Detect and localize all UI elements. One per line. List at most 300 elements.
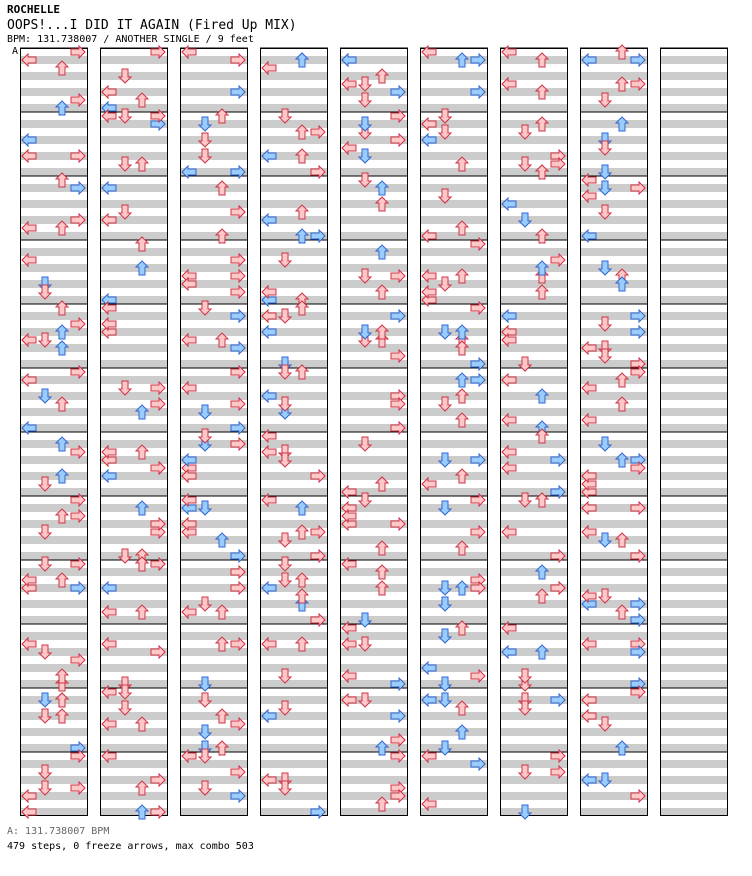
beat-row-shaded xyxy=(340,280,408,288)
beat-row-light xyxy=(100,544,168,552)
beat-row-shaded xyxy=(20,392,88,400)
beat-row-light xyxy=(180,96,248,104)
beat-row-shaded xyxy=(260,536,328,544)
beat-row-light xyxy=(340,368,408,376)
beat-row-shaded xyxy=(420,616,488,624)
beat-row-shaded xyxy=(180,136,248,144)
beat-row-light xyxy=(20,528,88,536)
beat-row-shaded xyxy=(260,504,328,512)
beat-row-light xyxy=(420,768,488,776)
beat-row-light xyxy=(180,192,248,200)
beat-row-light xyxy=(660,272,728,280)
beat-row-light xyxy=(100,288,168,296)
beat-row-light xyxy=(500,352,568,360)
beat-row-shaded xyxy=(580,104,648,112)
beat-row-light xyxy=(100,512,168,520)
beat-row-shaded xyxy=(100,600,168,608)
beat-row-shaded xyxy=(100,248,168,256)
beat-row-shaded xyxy=(20,264,88,272)
beat-row-shaded xyxy=(180,184,248,192)
beat-row-light xyxy=(660,432,728,440)
beat-row-light xyxy=(180,480,248,488)
beat-row-light xyxy=(20,704,88,712)
beat-row-shaded xyxy=(660,120,728,128)
beat-row-light xyxy=(420,432,488,440)
chart-column xyxy=(260,48,328,818)
beat-row-shaded xyxy=(420,408,488,416)
beat-row-shaded xyxy=(660,664,728,672)
beat-row-shaded xyxy=(660,488,728,496)
beat-row-shaded xyxy=(20,456,88,464)
beat-row-shaded xyxy=(420,536,488,544)
beat-row-shaded xyxy=(420,424,488,432)
beat-row-shaded xyxy=(20,776,88,784)
beat-row-shaded xyxy=(660,632,728,640)
beat-row-light xyxy=(260,240,328,248)
beat-row-light xyxy=(20,592,88,600)
beat-row-shaded xyxy=(500,136,568,144)
beat-row-light xyxy=(580,768,648,776)
beat-row-light xyxy=(580,320,648,328)
beat-row-shaded xyxy=(20,280,88,288)
beat-row-shaded xyxy=(580,296,648,304)
beat-row-shaded xyxy=(260,728,328,736)
beat-row-light xyxy=(260,784,328,792)
beat-row-light xyxy=(500,544,568,552)
beat-row-light xyxy=(580,112,648,120)
beat-row-shaded xyxy=(20,120,88,128)
beat-row-shaded xyxy=(660,728,728,736)
beat-row-shaded xyxy=(100,616,168,624)
beat-row-shaded xyxy=(100,376,168,384)
beat-row-light xyxy=(660,48,728,56)
beat-row-light xyxy=(180,688,248,696)
beat-row-shaded xyxy=(260,72,328,80)
beat-row-shaded xyxy=(20,696,88,704)
beat-row-shaded xyxy=(660,648,728,656)
beat-row-shaded xyxy=(500,56,568,64)
beat-row-light xyxy=(420,448,488,456)
beat-row-light xyxy=(340,96,408,104)
beat-row-light xyxy=(260,480,328,488)
beat-row-shaded xyxy=(660,72,728,80)
beat-row-light xyxy=(660,304,728,312)
beat-row-light xyxy=(20,288,88,296)
beat-row-shaded xyxy=(500,392,568,400)
beat-row-light xyxy=(500,368,568,376)
beat-row-light xyxy=(100,592,168,600)
beat-row-light xyxy=(100,80,168,88)
beat-row-shaded xyxy=(20,536,88,544)
beat-row-light xyxy=(20,64,88,72)
beat-row-shaded xyxy=(20,664,88,672)
beat-row-light xyxy=(580,752,648,760)
beat-row-shaded xyxy=(260,760,328,768)
beat-row-light xyxy=(180,112,248,120)
beat-row-light xyxy=(100,224,168,232)
beat-row-shaded xyxy=(340,616,408,624)
beat-row-shaded xyxy=(660,712,728,720)
beat-row-shaded xyxy=(340,600,408,608)
beat-row-light xyxy=(340,688,408,696)
beat-row-shaded xyxy=(340,760,408,768)
beat-row-shaded xyxy=(580,280,648,288)
beat-row-shaded xyxy=(180,104,248,112)
beat-row-shaded xyxy=(660,520,728,528)
beat-row-light xyxy=(180,416,248,424)
beat-row-shaded xyxy=(180,680,248,688)
beat-row-light xyxy=(180,592,248,600)
beat-row-shaded xyxy=(500,72,568,80)
beat-row-light xyxy=(660,496,728,504)
beat-row-shaded xyxy=(260,200,328,208)
beat-row-light xyxy=(420,512,488,520)
beat-row-shaded xyxy=(20,488,88,496)
beat-row-shaded xyxy=(500,632,568,640)
beat-row-light xyxy=(260,336,328,344)
beat-row-light xyxy=(20,432,88,440)
beat-row-light xyxy=(100,496,168,504)
beat-row-light xyxy=(340,384,408,392)
chart-column xyxy=(420,46,488,816)
beat-row-light xyxy=(260,224,328,232)
beat-row-shaded xyxy=(100,632,168,640)
beat-row-light xyxy=(500,128,568,136)
beat-row-light xyxy=(420,720,488,728)
beat-row-light xyxy=(580,560,648,568)
beat-row-shaded xyxy=(660,696,728,704)
beat-row-shaded xyxy=(340,648,408,656)
beat-row-light xyxy=(340,704,408,712)
beat-row-light xyxy=(180,352,248,360)
beat-row-light xyxy=(500,272,568,280)
beat-row-light xyxy=(260,560,328,568)
beat-row-light xyxy=(500,64,568,72)
beat-row-shaded xyxy=(420,504,488,512)
beat-row-light xyxy=(580,512,648,520)
beat-row-light xyxy=(100,272,168,280)
beat-row-light xyxy=(20,192,88,200)
beat-row-shaded xyxy=(340,584,408,592)
beat-row-shaded xyxy=(660,568,728,576)
beat-row-shaded xyxy=(260,248,328,256)
beat-row-light xyxy=(260,752,328,760)
beat-row-light xyxy=(20,624,88,632)
beat-row-shaded xyxy=(420,248,488,256)
beat-row-light xyxy=(500,720,568,728)
beat-row-light xyxy=(340,176,408,184)
beat-row-shaded xyxy=(420,744,488,752)
beat-row-shaded xyxy=(100,232,168,240)
beat-row-shaded xyxy=(420,200,488,208)
beat-row-shaded xyxy=(660,152,728,160)
beat-row-light xyxy=(500,640,568,648)
beat-row-shaded xyxy=(180,216,248,224)
beat-row-shaded xyxy=(20,104,88,112)
beat-row-shaded xyxy=(180,120,248,128)
beat-row-light xyxy=(20,736,88,744)
beat-row-shaded xyxy=(340,248,408,256)
beat-row-light xyxy=(100,624,168,632)
beat-row-shaded xyxy=(100,424,168,432)
beat-row-shaded xyxy=(340,344,408,352)
beat-row-light xyxy=(660,80,728,88)
beat-row-shaded xyxy=(20,760,88,768)
beat-row-light xyxy=(340,240,408,248)
beat-row-shaded xyxy=(180,408,248,416)
beat-row-light xyxy=(660,608,728,616)
beat-row-shaded xyxy=(340,408,408,416)
beat-row-light xyxy=(420,544,488,552)
beat-row-light xyxy=(20,112,88,120)
beat-row-shaded xyxy=(660,56,728,64)
beat-row-shaded xyxy=(420,632,488,640)
beat-row-shaded xyxy=(500,168,568,176)
beat-row-light xyxy=(260,736,328,744)
beat-row-light xyxy=(660,128,728,136)
beat-row-light xyxy=(420,80,488,88)
beat-row-light xyxy=(660,624,728,632)
beat-row-shaded xyxy=(100,280,168,288)
beat-row-light xyxy=(420,464,488,472)
beat-row-light xyxy=(20,720,88,728)
beat-row-shaded xyxy=(180,328,248,336)
beat-row-shaded xyxy=(580,520,648,528)
beat-row-light xyxy=(180,224,248,232)
beat-row-shaded xyxy=(420,392,488,400)
beat-row-light xyxy=(660,384,728,392)
beat-row-light xyxy=(660,592,728,600)
beat-row-light xyxy=(260,112,328,120)
beat-row-shaded xyxy=(420,472,488,480)
beat-row-shaded xyxy=(420,216,488,224)
beat-row-shaded xyxy=(420,520,488,528)
beat-row-shaded xyxy=(20,344,88,352)
beat-row-shaded xyxy=(20,712,88,720)
beat-row-light xyxy=(340,768,408,776)
beat-row-light xyxy=(580,160,648,168)
beat-row-shaded xyxy=(500,728,568,736)
beat-row-shaded xyxy=(260,680,328,688)
beat-row-shaded xyxy=(180,696,248,704)
beat-row-shaded xyxy=(340,776,408,784)
beat-row-shaded xyxy=(660,200,728,208)
beat-row-light xyxy=(260,576,328,584)
beat-row-shaded xyxy=(500,360,568,368)
beat-row-light xyxy=(100,656,168,664)
beat-row-light xyxy=(500,800,568,808)
beat-row-light xyxy=(260,304,328,312)
beat-row-shaded xyxy=(660,328,728,336)
beat-row-light xyxy=(180,160,248,168)
beat-row-shaded xyxy=(100,552,168,560)
beat-row-shaded xyxy=(340,264,408,272)
beat-row-shaded xyxy=(340,744,408,752)
beat-row-shaded xyxy=(500,808,568,816)
beat-row-shaded xyxy=(660,136,728,144)
beat-row-light xyxy=(100,144,168,152)
beat-row-shaded xyxy=(500,536,568,544)
beat-row-shaded xyxy=(100,72,168,80)
beat-row-shaded xyxy=(180,264,248,272)
beat-row-light xyxy=(260,144,328,152)
beat-row-shaded xyxy=(420,568,488,576)
beat-row-light xyxy=(260,176,328,184)
beat-row-shaded xyxy=(180,728,248,736)
beat-row-light xyxy=(660,736,728,744)
beat-row-shaded xyxy=(580,808,648,816)
beat-row-light xyxy=(340,656,408,664)
beat-row-shaded xyxy=(660,776,728,784)
beat-row-light xyxy=(260,624,328,632)
chart-column xyxy=(580,45,648,816)
song-title: OOPS!...I DID IT AGAIN (Fired Up MIX) xyxy=(7,18,297,33)
beat-row-light xyxy=(20,80,88,88)
beat-row-shaded xyxy=(20,200,88,208)
beat-row-shaded xyxy=(20,648,88,656)
beat-row-shaded xyxy=(180,248,248,256)
beat-row-light xyxy=(580,208,648,216)
beat-row-shaded xyxy=(180,200,248,208)
beat-row-shaded xyxy=(660,408,728,416)
beat-row-light xyxy=(100,416,168,424)
beat-row-shaded xyxy=(20,728,88,736)
beat-row-shaded xyxy=(260,88,328,96)
beat-row-shaded xyxy=(340,184,408,192)
beat-row-light xyxy=(260,688,328,696)
beat-row-shaded xyxy=(420,808,488,816)
beat-row-light xyxy=(340,576,408,584)
beat-row-shaded xyxy=(660,232,728,240)
beat-row-light xyxy=(420,64,488,72)
beat-row-light xyxy=(660,688,728,696)
beat-row-shaded xyxy=(580,72,648,80)
beat-row-light xyxy=(420,128,488,136)
beat-row-shaded xyxy=(100,712,168,720)
beat-row-light xyxy=(260,544,328,552)
beat-row-light xyxy=(580,800,648,808)
beat-row-shaded xyxy=(100,264,168,272)
beat-row-light xyxy=(500,96,568,104)
beat-row-light xyxy=(660,576,728,584)
beat-row-shaded xyxy=(20,520,88,528)
beat-row-shaded xyxy=(100,200,168,208)
beat-row-shaded xyxy=(260,568,328,576)
beat-row-shaded xyxy=(660,552,728,560)
beat-row-light xyxy=(180,560,248,568)
beat-row-light xyxy=(500,400,568,408)
beat-row-light xyxy=(20,304,88,312)
beat-row-light xyxy=(340,128,408,136)
beat-row-light xyxy=(340,320,408,328)
beat-row-light xyxy=(260,384,328,392)
beat-row-light xyxy=(100,240,168,248)
beat-row-light xyxy=(100,256,168,264)
beat-row-light xyxy=(260,704,328,712)
beat-row-shaded xyxy=(500,680,568,688)
beat-row-light xyxy=(420,160,488,168)
beat-row-light xyxy=(420,736,488,744)
beat-row-light xyxy=(340,592,408,600)
beat-row-shaded xyxy=(340,168,408,176)
beat-row-shaded xyxy=(500,760,568,768)
beat-row-light xyxy=(340,224,408,232)
beat-row-light xyxy=(340,448,408,456)
beat-row-shaded xyxy=(580,392,648,400)
beat-row-shaded xyxy=(100,792,168,800)
beat-row-shaded xyxy=(660,536,728,544)
beat-row-light xyxy=(580,736,648,744)
beat-row-shaded xyxy=(580,632,648,640)
beat-row-light xyxy=(660,368,728,376)
beat-row-light xyxy=(260,720,328,728)
beat-row-light xyxy=(580,400,648,408)
beat-row-shaded xyxy=(100,488,168,496)
beat-row-shaded xyxy=(340,152,408,160)
beat-row-shaded xyxy=(20,408,88,416)
beat-row-light xyxy=(660,416,728,424)
beat-row-shaded xyxy=(100,696,168,704)
beat-row-shaded xyxy=(20,232,88,240)
beat-row-shaded xyxy=(20,312,88,320)
beat-row-shaded xyxy=(20,632,88,640)
chart-column xyxy=(500,46,568,819)
beat-row-shaded xyxy=(420,776,488,784)
beat-row-light xyxy=(580,224,648,232)
beat-row-light xyxy=(100,160,168,168)
beat-row-light xyxy=(500,176,568,184)
beat-row-shaded xyxy=(660,600,728,608)
beat-row-light xyxy=(180,320,248,328)
beat-row-shaded xyxy=(580,152,648,160)
beat-row-light xyxy=(580,128,648,136)
beat-row-shaded xyxy=(660,472,728,480)
beat-row-shaded xyxy=(660,504,728,512)
beat-row-light xyxy=(340,528,408,536)
beat-row-light xyxy=(660,512,728,520)
beat-row-shaded xyxy=(180,600,248,608)
chart-column xyxy=(20,46,88,818)
beat-row-shaded xyxy=(420,280,488,288)
beat-row-shaded xyxy=(500,440,568,448)
beat-row-shaded xyxy=(100,440,168,448)
beat-row-light xyxy=(660,224,728,232)
beat-row-light xyxy=(100,576,168,584)
beat-row-light xyxy=(20,272,88,280)
beat-row-shaded xyxy=(500,600,568,608)
beat-row-shaded xyxy=(580,408,648,416)
beat-row-shaded xyxy=(100,664,168,672)
beat-row-shaded xyxy=(100,408,168,416)
beat-row-light xyxy=(500,576,568,584)
beat-row-light xyxy=(180,512,248,520)
beat-row-shaded xyxy=(20,680,88,688)
beat-row-light xyxy=(660,544,728,552)
beat-row-light xyxy=(660,96,728,104)
beat-row-light xyxy=(500,672,568,680)
beat-row-shaded xyxy=(20,72,88,80)
beat-row-light xyxy=(260,48,328,56)
beat-row-light xyxy=(100,368,168,376)
beat-row-light xyxy=(580,432,648,440)
beat-row-light xyxy=(180,144,248,152)
beat-row-light xyxy=(100,192,168,200)
beat-row-light xyxy=(180,176,248,184)
beat-row-shaded xyxy=(420,680,488,688)
beat-row-shaded xyxy=(660,184,728,192)
beat-row-shaded xyxy=(180,392,248,400)
beat-row-shaded xyxy=(260,696,328,704)
